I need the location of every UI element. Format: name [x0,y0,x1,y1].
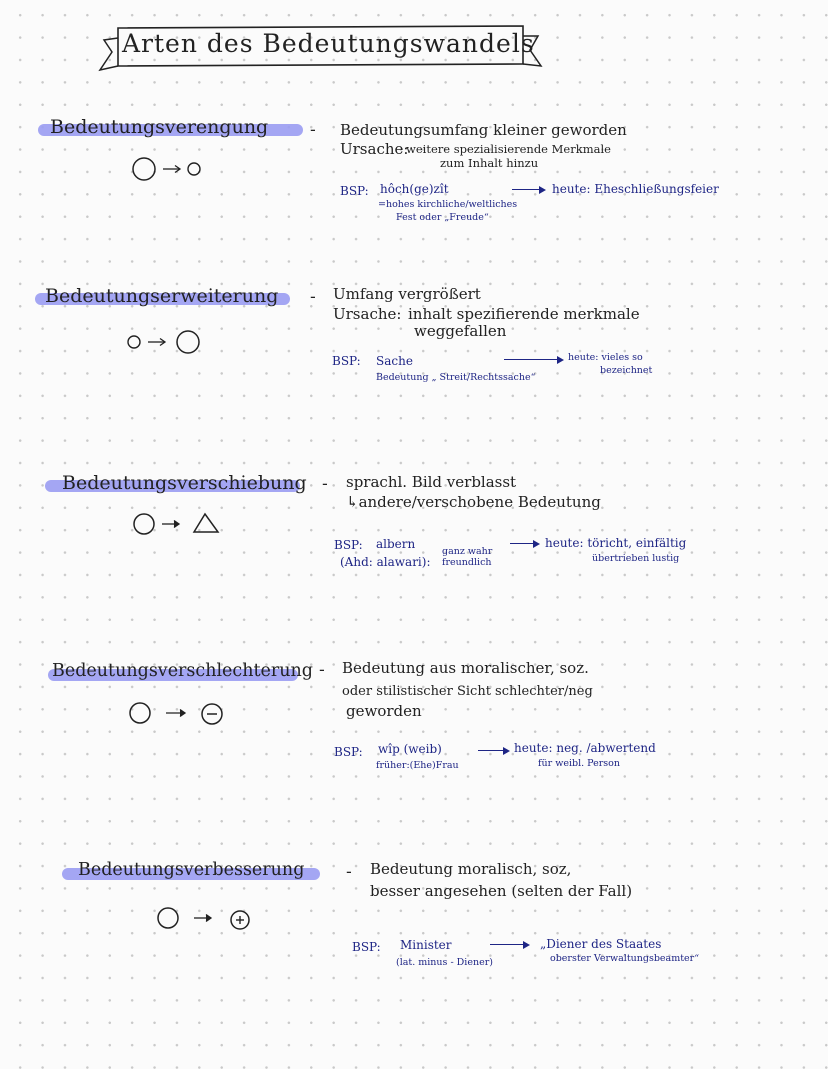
section-heading: Bedeutungsverschlechterung [52,661,313,681]
example-note: Fest oder „Freude“ [396,212,489,223]
cause-text: weitere spezialisierende Merkmale [406,142,611,156]
arrow-icon [490,944,528,945]
example-note: (lat. minus - Diener) [396,957,493,968]
section-heading: Bedeutungserweiterung [45,285,279,307]
example-note: früher:(Ehe)Frau [376,760,459,771]
cause-label: Ursache: [340,140,409,158]
arrow-icon [510,543,538,544]
definition-line: oder stilistischer Sicht schlechter/neg [342,684,593,699]
example-result: heute: neg. /abwertend [514,741,656,755]
example-word: Minister [400,938,452,952]
example-note: =hohes kirchliche/weltliches [378,199,518,210]
arrow-icon [478,750,508,751]
dash: - [319,660,325,679]
arrow-icon [512,189,544,190]
definition-line: Bedeutung moralisch, soz, [370,860,572,878]
circle-to-plus-icon [156,904,256,934]
circle-to-minus-icon [128,700,228,728]
example-word: Sache [376,354,413,368]
definition-line: ↳andere/verschobene Bedeutung [346,493,601,511]
definition-line: Umfang vergrößert [333,285,481,303]
example-result: für weibl. Person [538,758,620,769]
example-label: BSP: [340,184,369,198]
page-title: Arten des Bedeutungswandels [122,29,535,58]
definition-line: sprachl. Bild verblasst [346,473,517,491]
example-note: (Ahd: alawari): [340,555,431,569]
circle-to-triangle-icon [132,510,227,538]
section-heading: Bedeutungsverbesserung [78,860,305,880]
example-note: ganz wahr freundlich [442,546,493,568]
example-result: oberster Verwaltungsbeamter“ [550,953,700,964]
example-result: heute: töricht, einfältig [545,536,687,550]
example-result: übertrieben lustig [592,553,680,564]
example-word: hôch(ge)zît [380,182,449,196]
definition-line: besser angesehen (selten der Fall) [370,882,633,900]
arrow-icon [504,359,562,360]
example-label: BSP: [334,538,363,552]
example-word: albern [376,537,416,551]
definition-line: geworden [346,702,422,720]
definition-line: Bedeutungsumfang kleiner geworden [340,121,627,139]
example-word: wîp (weib) [378,742,442,756]
dash: - [310,287,316,306]
cause-label: Ursache: [333,305,402,323]
example-result: heute: Eheschließungsfeier [552,182,719,196]
dash: - [346,862,352,881]
cause-text: inhalt spezifierende merkmale [408,305,640,323]
section-heading: Bedeutungsverschiebung [62,472,307,494]
section-heading: Bedeutungsverengung [50,116,269,138]
example-label: BSP: [352,940,381,954]
dash: - [310,120,316,139]
cause-text-continued: weggefallen [414,322,507,340]
example-label: BSP: [334,745,363,759]
example-label: BSP: [332,354,361,368]
circle-small-to-large-icon [126,328,206,356]
definition-line: Bedeutung aus moralischer, soz. [342,659,589,677]
example-note: Bedeutung „ Streit/Rechtssache“ [376,372,536,383]
example-result: heute: vieles so [568,352,643,363]
circle-large-to-small-icon [130,155,210,183]
cause-text-continued: zum Inhalt hinzu [440,156,539,170]
example-result: bezeichnet [600,365,653,376]
example-result: „Diener des Staates [540,937,662,951]
dash: - [322,474,328,493]
